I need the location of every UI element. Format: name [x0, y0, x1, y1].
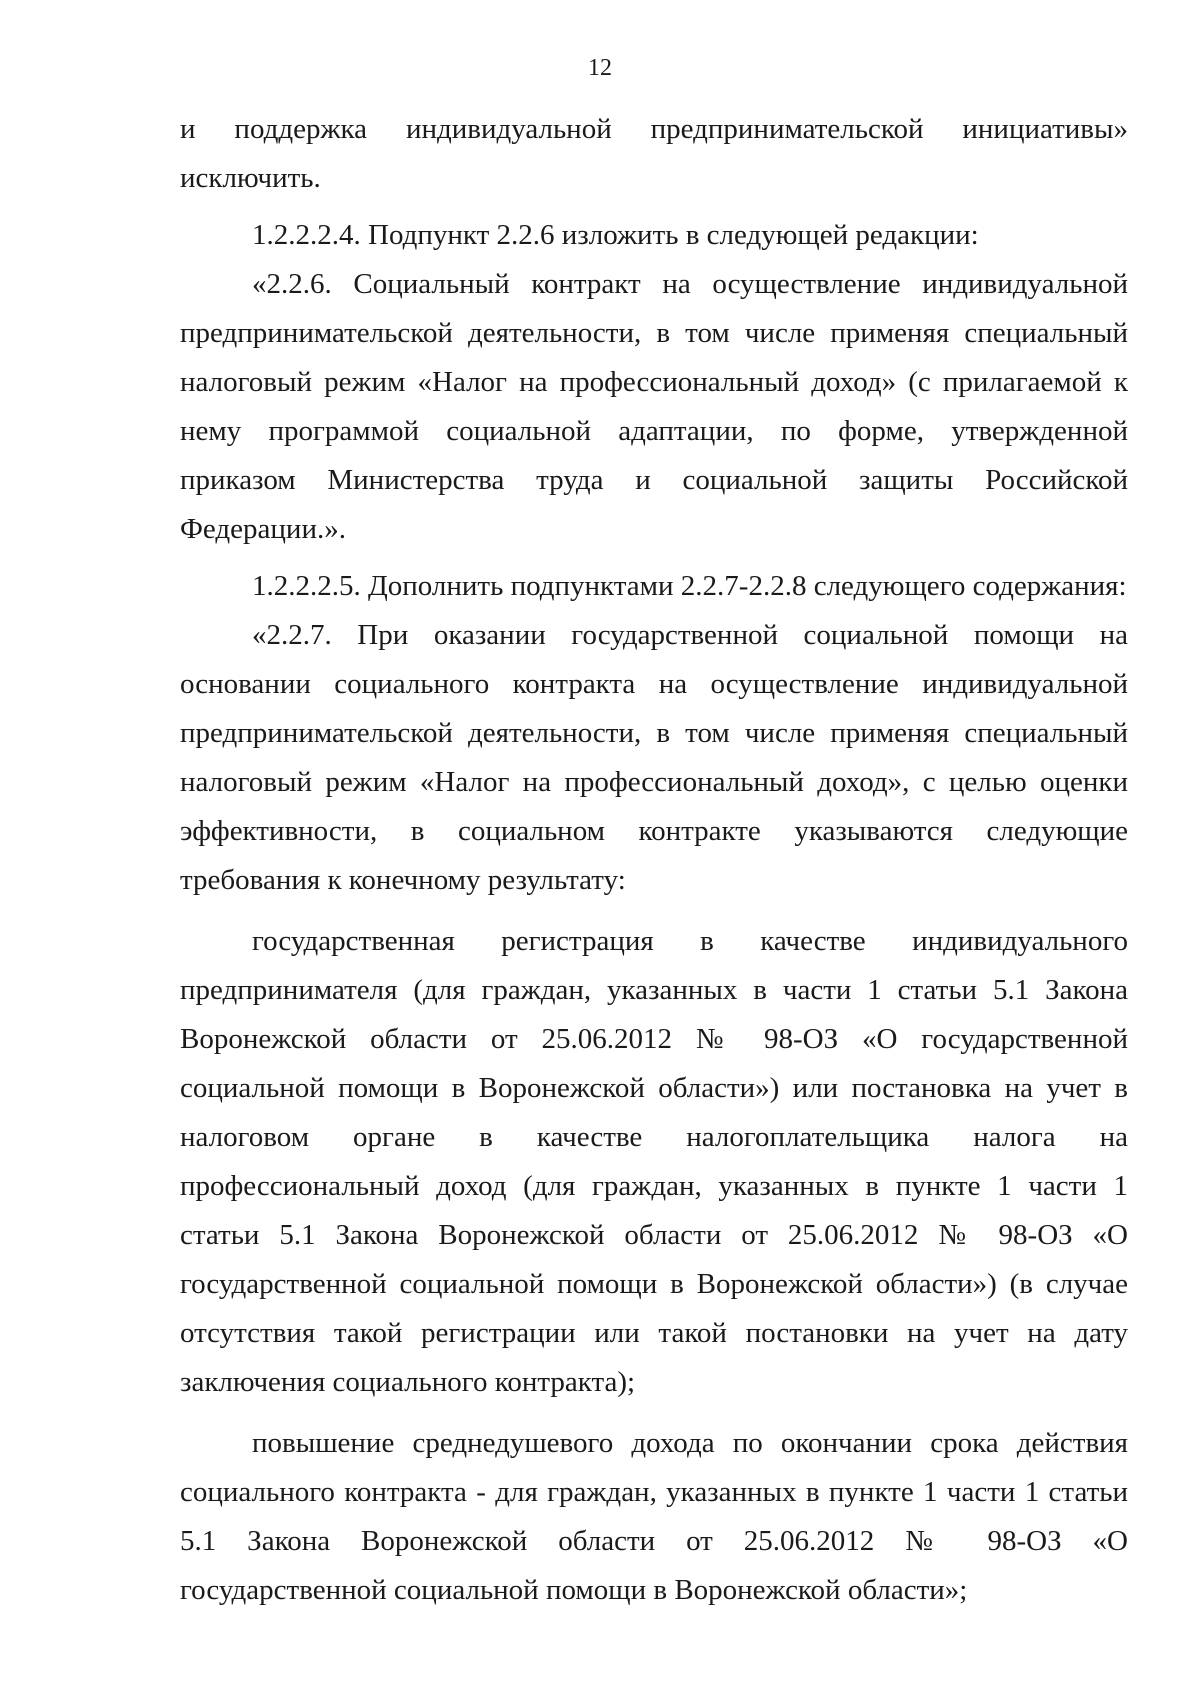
paragraph-2-2-6: «2.2.6. Социальный контракт на осуществление индивидуальной предпринимательской деятельности, в том числе применяя специальный налоговый режим «Налог на профессиональный доход» (с прилагаемой к нему программой социальной адаптации, по форме, утвержденной приказом Министерства труда и социальной защиты Российской Федерации.». [180, 268, 1128, 545]
paragraph-registration-requirement: государственная регистрация в качестве индивидуального предпринимателя (для граждан, указанных в части 1 статьи 5.1 Закона Воронежской области от 25.06.2012 № 98-ОЗ «О государственной социальной помощи в Воронежской области») или постановка на учет в налоговом органе в качестве налогоплательщика налога на профессиональный доход (для граждан, указанных в пункте 1 части 1 статьи 5.1 Закона Воронежской области от 25.06.2012 № 98-ОЗ «О государственной социальной помощи в Воронежской области») (в случае отсутствия такой регистрации или такой постановки на учет на дату заключения социального контракта); [180, 925, 1128, 1398]
document-body [180, 105, 1128, 1615]
paragraph-continuation: и поддержка индивидуальной предпринимательской инициативы» исключить. [180, 113, 1128, 194]
paragraph-income-requirement: повышение среднедушевого дохода по окончании срока действия социального контракта - для граждан, указанных в пункте 1 части 1 статьи 5.1 Закона Воронежской области от 25.06.2012 № 98-ОЗ «О государственной социальной помощи в Воронежской области»; [180, 1427, 1128, 1606]
paragraph-2-2-7: «2.2.7. При оказании государственной социальной помощи на основании социального контракта на осуществление индивидуальной предпринимательской деятельности, в том числе применяя специальный налоговый режим «Налог на профессиональный доход», с целью оценки эффективности, в социальном контракте указываются следующие требования к конечному результату: [180, 619, 1128, 896]
paragraph-1-2-2-2-5: 1.2.2.2.5. Дополнить подпунктами 2.2.7-2.2.8 следующего содержания: [252, 570, 1127, 602]
page-number: 12 [588, 55, 612, 81]
paragraph-1-2-2-2-4: 1.2.2.2.4. Подпункт 2.2.6 изложить в следующей редакции: [252, 219, 979, 251]
